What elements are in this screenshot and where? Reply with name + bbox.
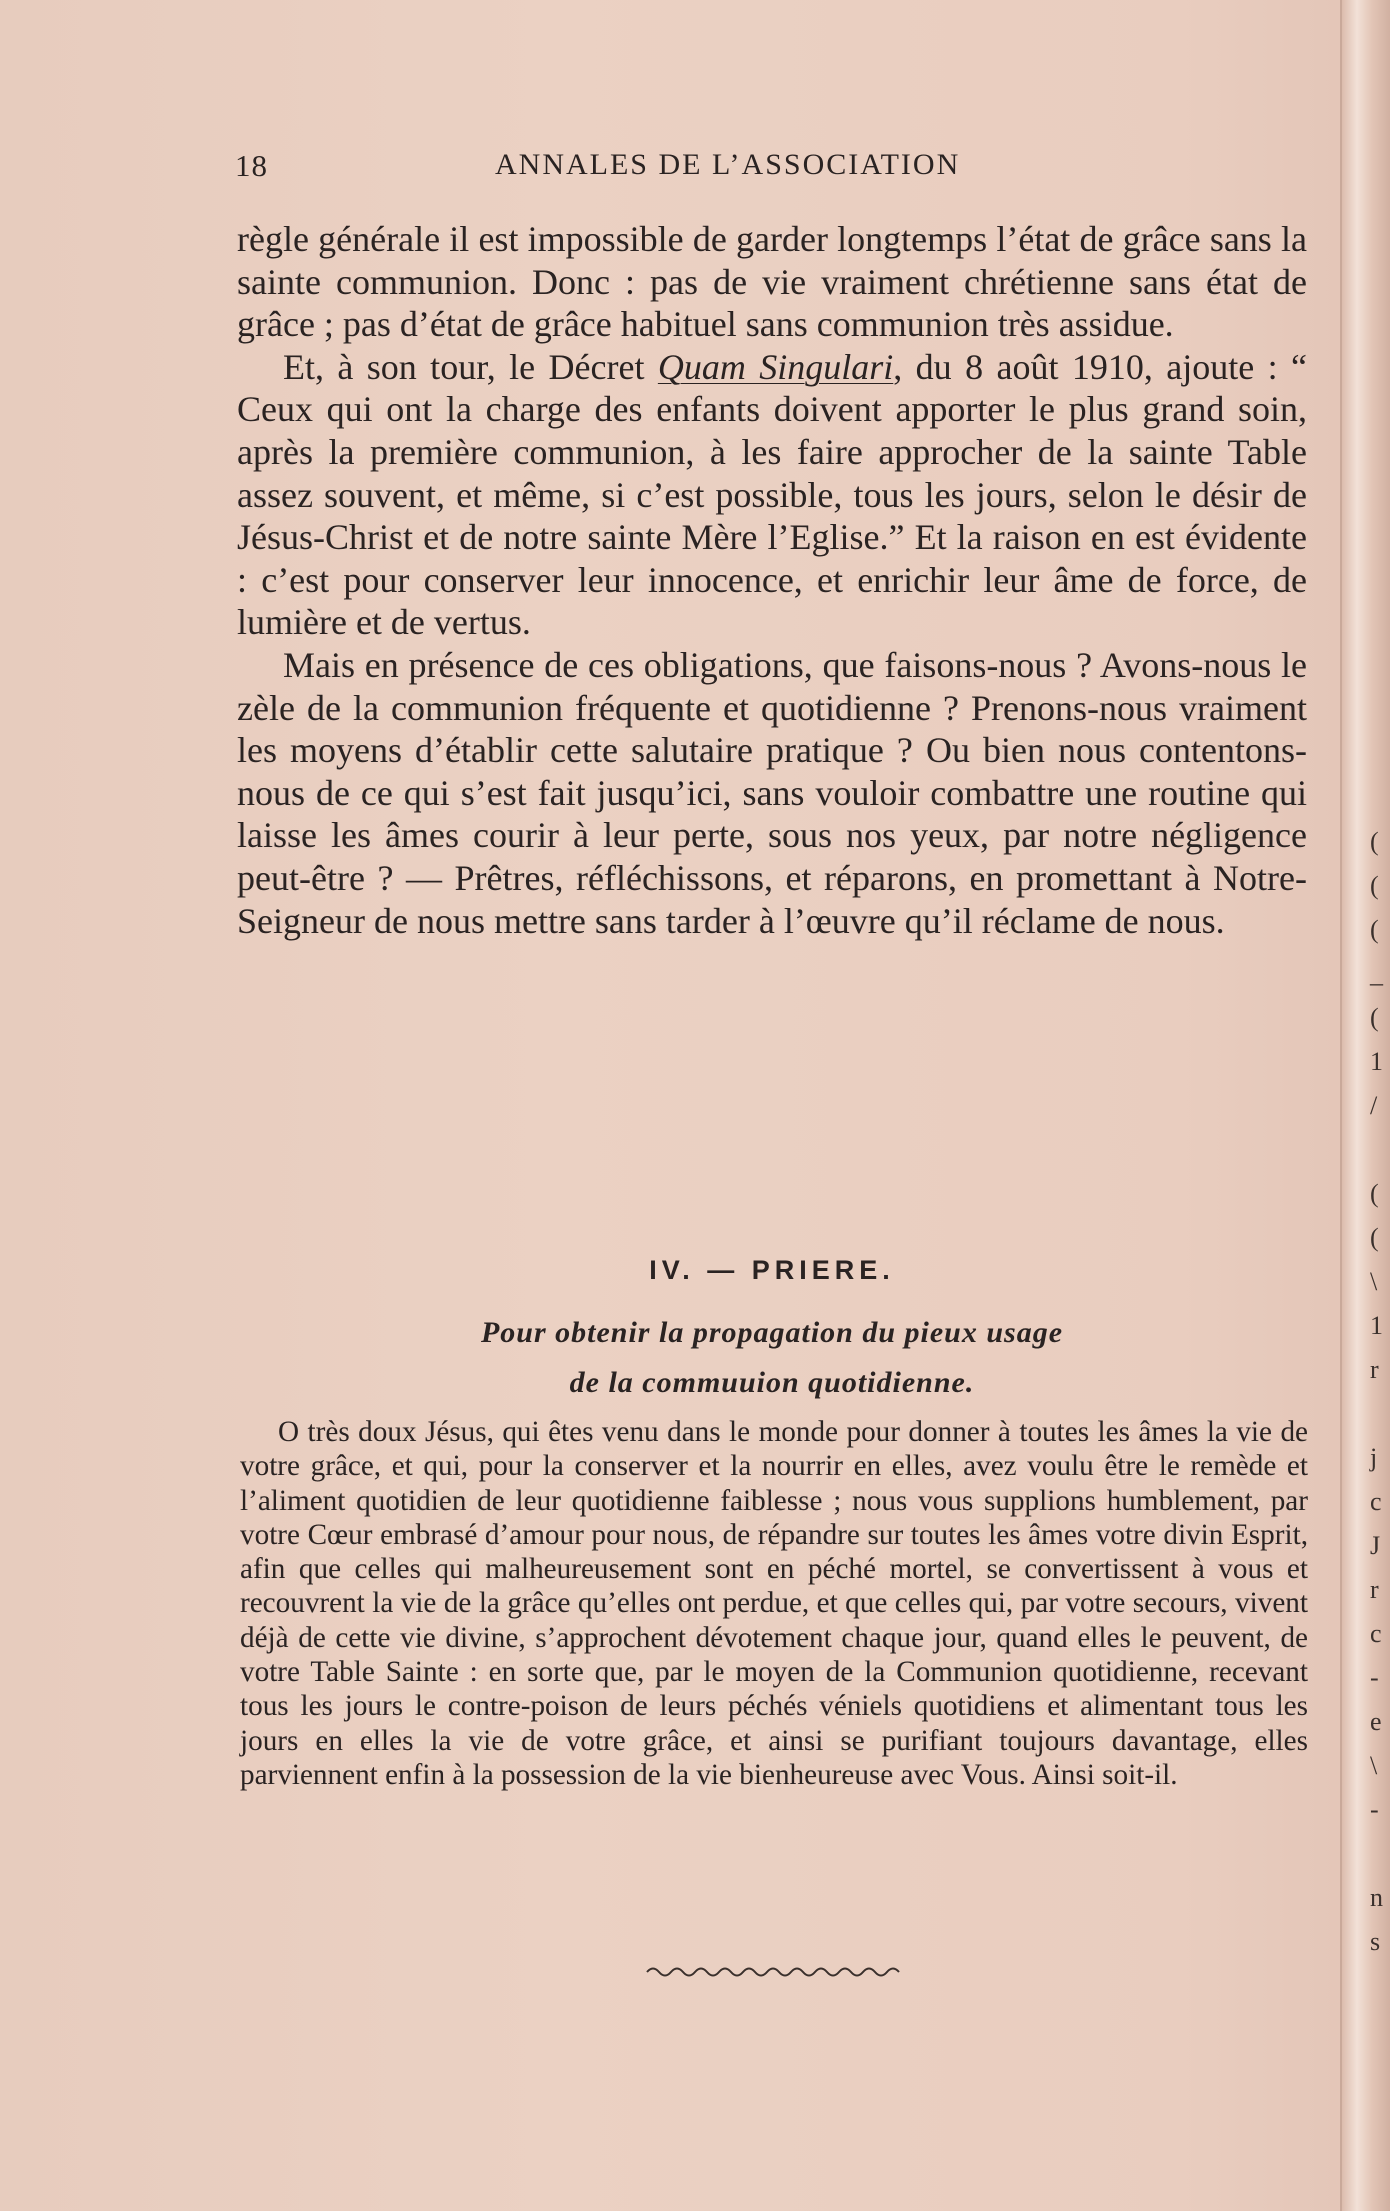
bleed-glyph: e (1370, 1707, 1382, 1736)
section-subtitle (237, 1308, 1307, 1408)
bleed-glyph: ( (1370, 1223, 1379, 1252)
running-title: ANNALES DE L’ASSOCIATION (495, 148, 961, 181)
bleed-glyph: _ (1370, 959, 1383, 988)
bleed-glyph: c (1370, 1619, 1382, 1648)
bleed-glyph (1370, 1832, 1390, 1876)
bleed-glyph (1370, 1128, 1390, 1172)
paragraph-3: Mais en présence de ces obligations, que faisons-nous ? Avons-nous le zèle de la communion fréquente et quotidienne ? Prenons-nous vraiment les moyens d’établir cette salutaire pratique ? Ou bien nous contentons-nous de ce qui s’est fait jusqu’ici, sans vouloir combattre une routine qui laisse les âmes courir à leur perte, sous nos yeux, par notre négligence peut-être ? — Prêtres, réfléchissons, et réparons, en promettant à Notre-Seigneur de nous mettre sans tarder à l’œuvre qu’il réclame de nous. (237, 644, 1307, 941)
bleed-glyph: 1 (1370, 1047, 1383, 1076)
bleed-glyph: ( (1370, 915, 1379, 944)
bleed-through-glyphs (1370, 820, 1390, 1964)
bleed-glyph: \ (1370, 1267, 1378, 1296)
decree-title: Quam Singulari (657, 346, 894, 387)
bleed-glyph: ( (1370, 1179, 1379, 1208)
wavy-rule-ornament (645, 1962, 900, 1982)
paragraph-1: règle générale il est impossible de garder longtemps l’état de grâce sans la sainte communion. Donc : pas de vie vraiment chrétienne sans état de grâce ; pas d’état de grâce habituel sans communion très assidue. (237, 219, 1307, 345)
section-heading: IV. — PRIERE. (649, 1255, 895, 1285)
bleed-glyph: ( (1370, 871, 1379, 900)
bleed-glyph: r (1370, 1575, 1379, 1604)
prayer-text: O très doux Jésus, qui êtes venu dans le monde pour donner à toutes les âmes la vie de votre grâce, et qui, pour la conserver et la nourrir en elles, avez voulu être le remède et l’aliment quotidien de leur quotidienne faiblesse ; nous vous supplions humblement, par votre Cœur embrasé d’amour pour nous, de répandre sur toutes les âmes votre divin Esprit, afin que celles qui malheureusement sont en péché mortel, se convertissent à vous et recouvrent la vie de la grâce qu’elles ont perdue, et que celles qui, par votre secours, vivent déjà de cette vie divine, s’approchent dévotement chaque jour, quand elles le peuvent, de votre Table Sainte : en sorte que, par le moyen de la Communion quotidienne, recevant tous les jours le contre-poison de leurs péchés véniels quotidiens et alimentant tous les jours en elles la vie de votre grâce, et ainsi se purifiant toujours davantage, elles parviennent enfin à la possession de la vie bienheureuse avec Vous. Ainsi soit-il. (240, 1416, 1308, 1791)
bleed-glyph (1370, 1392, 1390, 1436)
paragraph-2 (237, 346, 1307, 644)
paragraph-2-after: , du 8 août 1910, ajoute : “ Ceux qui ont la charge des enfants doivent apporter le plus grand soin, après la première communion, à les faire approcher de la sainte Table assez souvent, et même, si c’est possible, tous les jours, selon le désir de Jésus-Christ et de notre sainte Mère l’Eglise.” Et la raison en est évidente : c’est pour conserver leur innocence, et enrichir leur âme de force, de lumière et de vertus. (237, 346, 1308, 643)
bleed-glyph: ( (1370, 1003, 1379, 1032)
paragraph-2-before: Et, à son tour, le Décret (283, 346, 658, 387)
subtitle-line-2: de la commuuion quotidienne. (569, 1366, 975, 1399)
running-header (235, 148, 1055, 188)
main-text-block (237, 218, 1307, 942)
bleed-glyph: r (1370, 1355, 1379, 1384)
subtitle-line-1: Pour obtenir la propagation du pieux usage (480, 1316, 1064, 1349)
bleed-glyph: - (1370, 1795, 1379, 1824)
bleed-glyph: j (1370, 1443, 1378, 1472)
bleed-glyph: n (1370, 1883, 1383, 1912)
bleed-glyph: \ (1370, 1751, 1378, 1780)
bleed-glyph: s (1370, 1927, 1381, 1956)
page-number: 18 (235, 148, 268, 183)
bleed-glyph: / (1370, 1091, 1378, 1120)
bleed-glyph: - (1370, 1663, 1379, 1692)
bleed-glyph: c (1370, 1487, 1382, 1516)
bleed-glyph: J (1370, 1531, 1381, 1560)
bleed-glyph: 1 (1370, 1311, 1383, 1340)
bleed-glyph: ( (1370, 827, 1379, 856)
